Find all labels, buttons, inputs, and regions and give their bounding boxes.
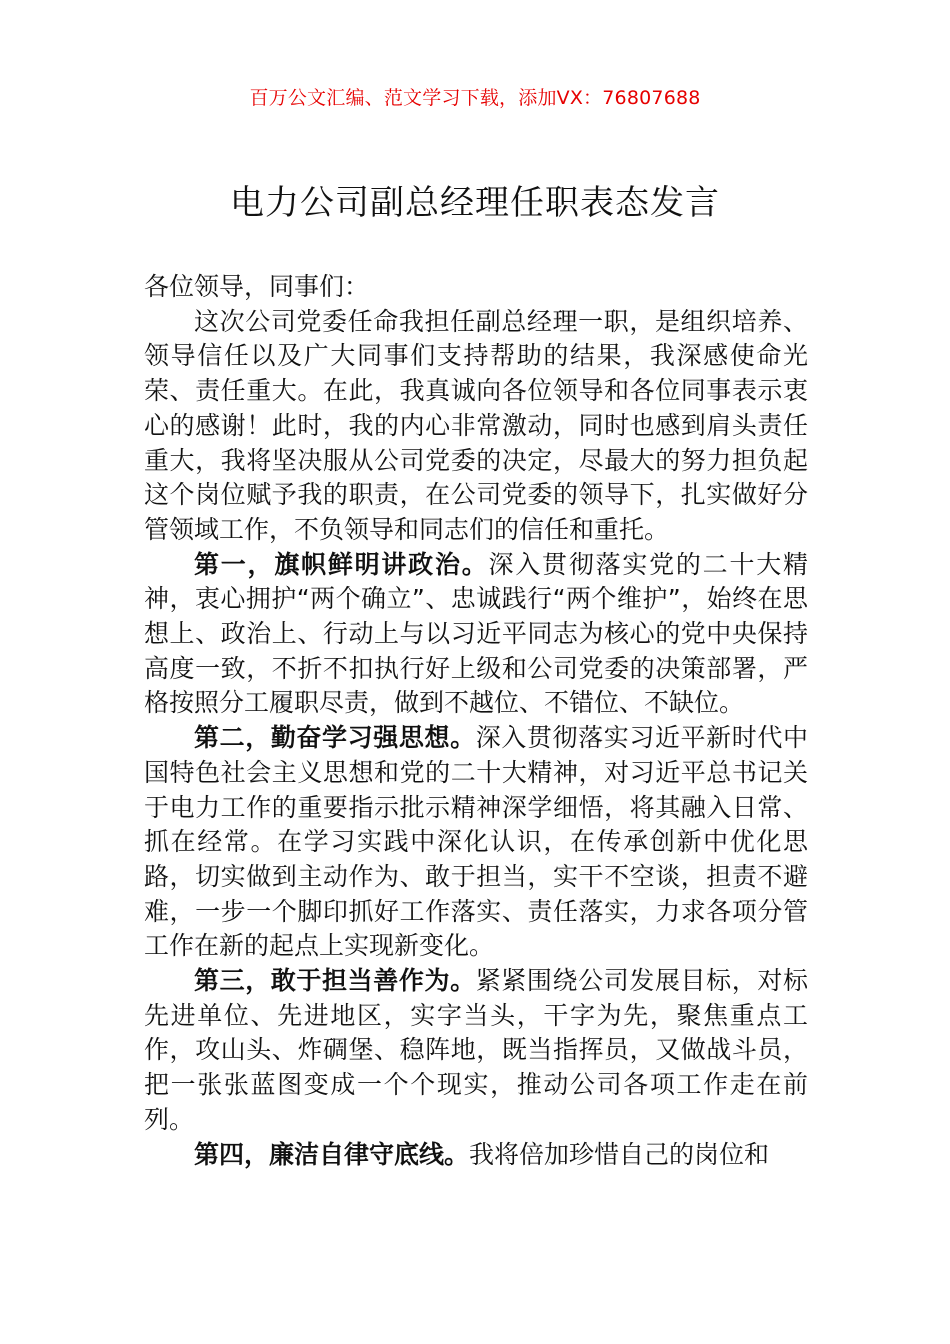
header-note: 百万公文汇编、范文学习下载，添加VX：76807688 <box>249 87 701 109</box>
section-heading-4: 第四，廉洁自律守底线。 <box>194 1139 470 1169</box>
section-paragraph-2 <box>144 721 808 964</box>
section-paragraph-1 <box>144 548 808 722</box>
section-text-1: 深入贯彻落实党的二十大精神，衷心拥护“两个确立”、忠诚践行“两个维护”，始终在思想上、政治上、行动上与以习近平同志为核心的党中央保持高度一致，不折不扣执行好上级和公司党委的决策部署，严格按照分工履职尽责，做到不越位、不错位、不缺位。 <box>144 549 808 718</box>
section-paragraph-3 <box>144 964 808 1138</box>
section-text-3: 紧紧围绕公司发展目标，对标先进单位、先进地区，实字当头，干字为先，聚焦重点工作，攻山头、炸碉堡、稳阵地，既当指挥员，又做战斗员，把一张张蓝图变成一个个现实，推动公司各项工作走在前列。 <box>144 966 808 1134</box>
document-title: 电力公司副总经理任职表态发言 <box>230 183 720 223</box>
section-paragraph-4 <box>144 1138 808 1173</box>
section-text-4: 我将倍加珍惜自己的岗位和 <box>469 1139 770 1169</box>
section-heading-1: 第一，旗帜鲜明讲政治。 <box>194 549 489 579</box>
section-heading-3: 第三，敢于担当善作为。 <box>194 966 476 996</box>
section-heading-2: 第二，勤奋学习强思想。 <box>194 723 476 753</box>
intro-paragraph: 这次公司党委任命我担任副总经理一职，是组织培养、领导信任以及广大同事们支持帮助的结果，我深感使命光荣、责任重大。在此，我真诚向各位领导和各位同事表示衷心的感谢！此时，我的内心非常激动，同时也感到肩头责任重大，我将坚决服从公司党委的决定，尽最大的努力担负起这个岗位赋予我的职责，在公司党委的领导下，扎实做好分管领域工作，不负领导和同志们的信任和重托。 <box>144 306 808 544</box>
section-text-2: 深入贯彻落实习近平新时代中国特色社会主义思想和党的二十大精神，对习近平总书记关于电力工作的重要指示批示精神深学细悟，将其融入日常、抓在经常。在学习实践中深化认识，在传承创新中优化思路，切实做到主动作为、敢于担当，实干不空谈，担责不避难，一步一个脚印抓好工作落实、责任落实，力求各项分管工作在新的起点上实现新变化。 <box>144 723 808 961</box>
document-body <box>144 270 808 1172</box>
salutation: 各位领导，同事们： <box>144 272 370 301</box>
